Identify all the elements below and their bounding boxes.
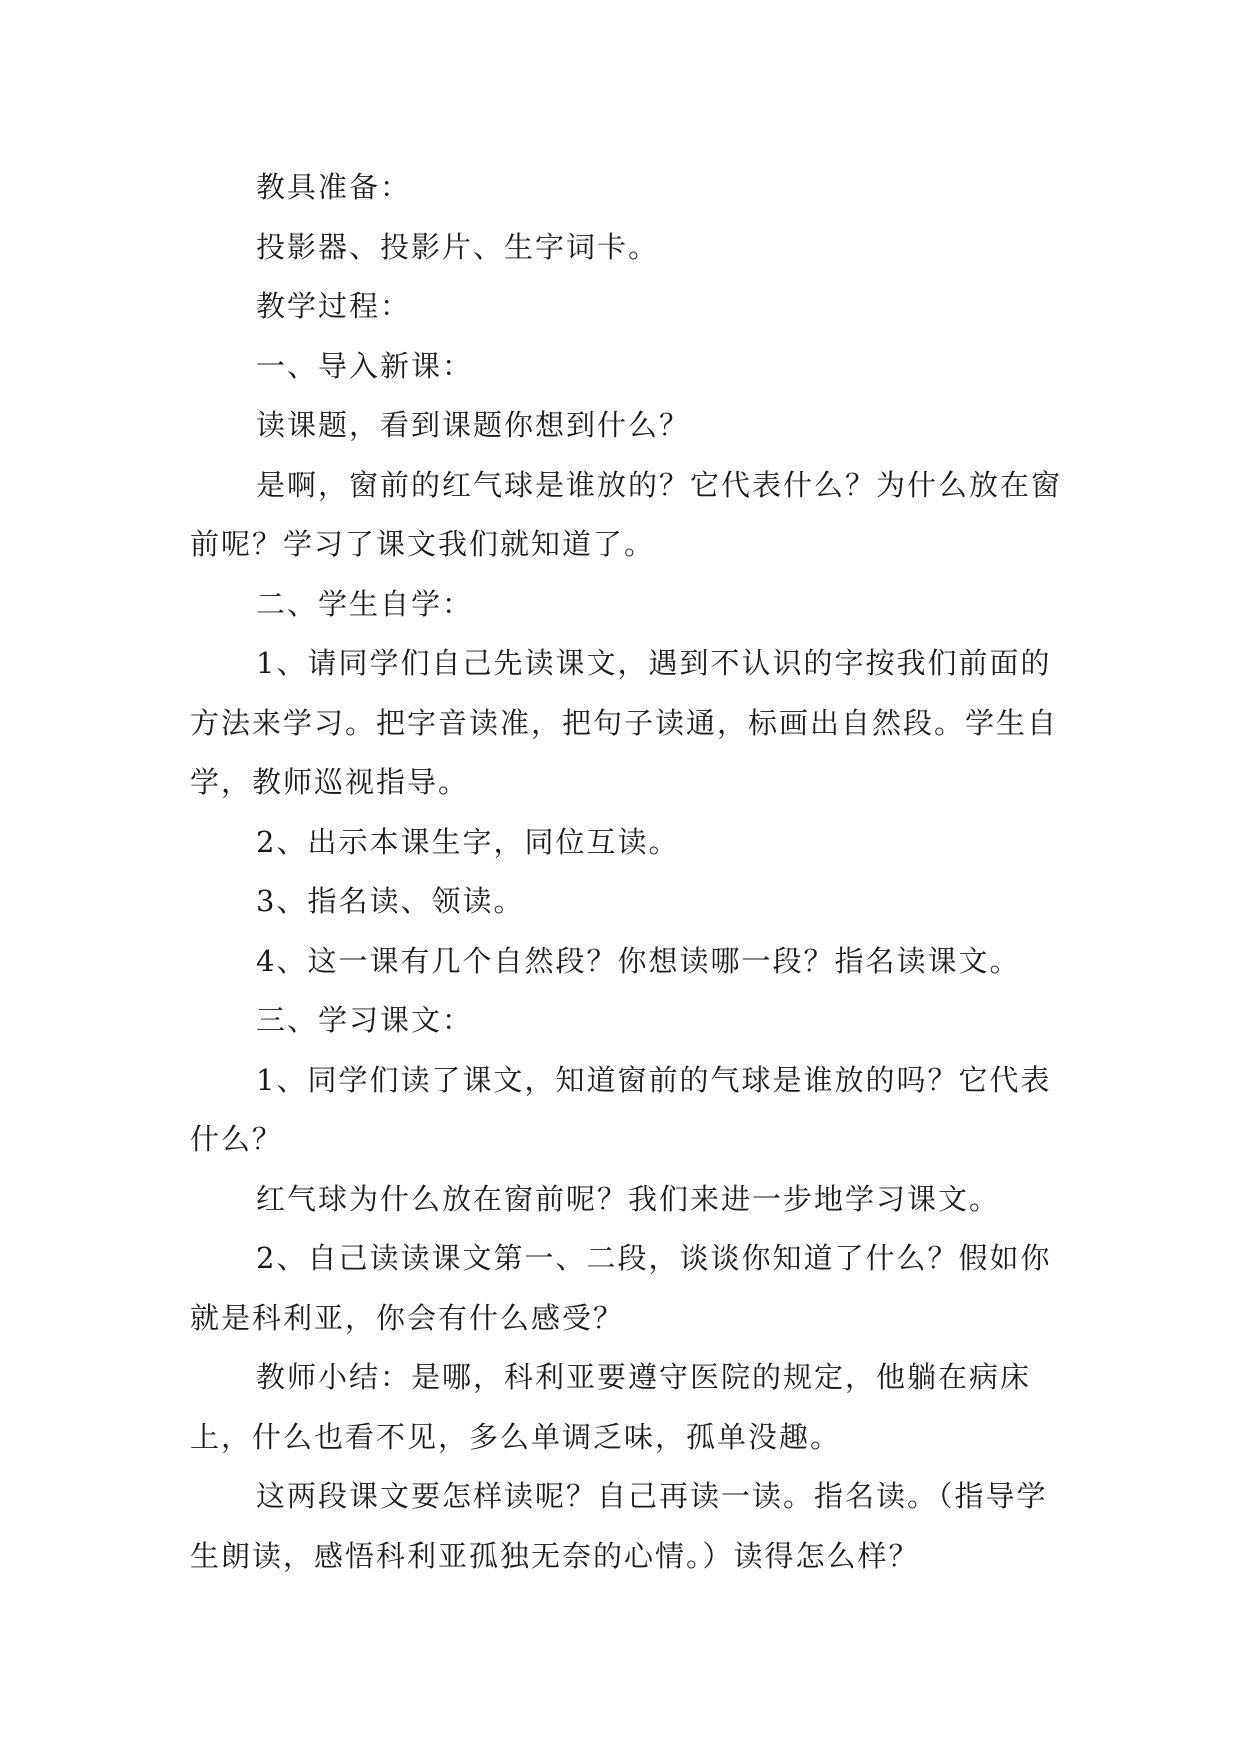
paragraph: 读课题，看到课题你想到什么？ [256,408,691,442]
paragraph-section-three-heading: 三、学习课文： [256,1003,474,1037]
paragraph: 红气球为什么放在窗前呢？我们来进一步地学习课文。 [256,1181,1001,1216]
paragraph-section-one-heading: 一、导入新课： [256,348,474,383]
paragraph: 1、同学们读了课文，知道窗前的气球是谁放的吗？它代表什么？ [190,1062,1052,1156]
paragraph: 2、出示本课生字，同位互读。 [256,824,680,859]
paragraph: 4、这一课有几个自然段？你想读哪一段？指名读课文。 [256,943,1021,978]
paragraph: 3、指名读、领读。 [256,884,525,918]
paragraph-teaching-aids-heading: 教具准备： [256,170,412,204]
paragraph-teaching-aids: 投影器、投影片、生字词卡。 [256,229,660,264]
paragraph: 2、自己读读课文第一、二段，谈谈你知道了什么？假如你就是科利亚，你会有什么感受？ [190,1241,1052,1335]
paragraph-section-two-heading: 二、学生自学： [256,586,474,621]
document-body [190,158,1062,1586]
paragraph: 1、请同学们自己先读课文，遇到不认识的字按我们前面的方法来学习。把字音读准，把句子读通，标画出自然段。学生自学，教师巡视指导。 [190,646,1059,799]
paragraph: 是啊，窗前的红气球是谁放的？它代表什么？为什么放在窗前呢？学习了课文我们就知道了。 [190,467,1063,561]
paragraph-process-heading: 教学过程： [256,289,412,323]
paragraph: 这两段课文要怎样读呢？自己再读一读。指名读。（指导学生朗读，感悟科利亚孤独无奈的心情。）读得怎么样？ [190,1479,1048,1573]
paragraph-teacher-summary: 教师小结：是哪，科利亚要遵守医院的规定，他躺在病床上，什么也看不见，多么单调乏味，孤单没趣。 [190,1360,1032,1454]
